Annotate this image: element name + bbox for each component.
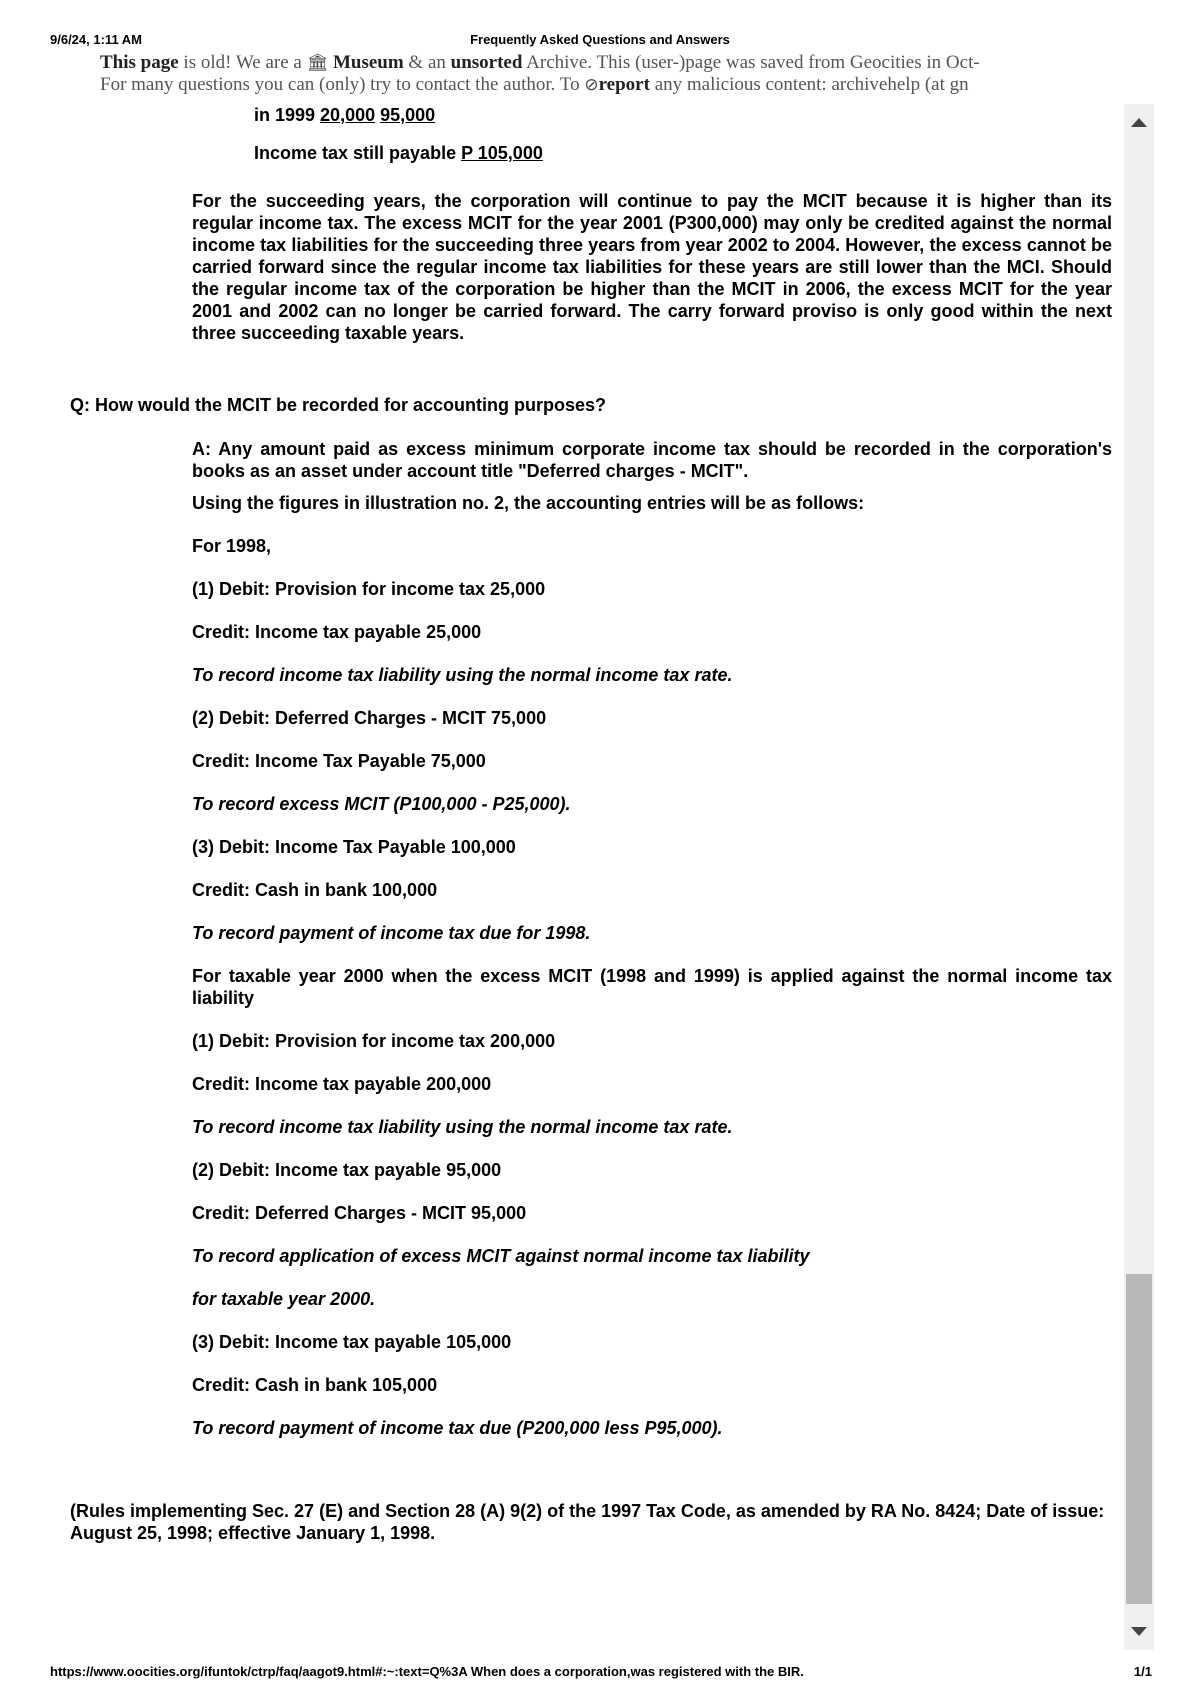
scrollbar-thumb[interactable] bbox=[1126, 1274, 1152, 1604]
carry-line-1999 bbox=[254, 104, 435, 126]
entry-2000-1-debit: (1) Debit: Provision for income tax 200,000 bbox=[192, 1031, 556, 1051]
carry-value: 20,000 bbox=[320, 105, 376, 125]
entry-1998-3-credit: Credit: Cash in bank 100,000 bbox=[192, 880, 438, 900]
entry-2000-1-credit: Credit: Income tax payable 200,000 bbox=[192, 1074, 492, 1094]
question-heading: Q: How would the MCIT be recorded for accounting purposes? bbox=[70, 395, 607, 415]
unsorted-link[interactable]: unsorted bbox=[450, 52, 523, 73]
vertical-scrollbar[interactable] bbox=[1124, 104, 1154, 1650]
carry-label: in 1999 bbox=[254, 105, 321, 125]
museum-link[interactable]: Museum bbox=[332, 52, 404, 73]
print-title: Frequently Asked Questions and Answers bbox=[470, 32, 730, 47]
entry-1998-2-credit: Credit: Income Tax Payable 75,000 bbox=[192, 751, 486, 771]
rules-footnote: (Rules implementing Sec. 27 (E) and Section 28 (A) 9(2) of the 1997 Tax Code, as amended by RA No. 8424; Date of issue: August 25, 1998; effective January 1, 1998. bbox=[70, 1501, 1105, 1543]
carry-label: Income tax still payable bbox=[254, 143, 462, 163]
entry-2000-2-credit: Credit: Deferred Charges - MCIT 95,000 bbox=[192, 1203, 527, 1223]
entry-1998-3-note: To record payment of income tax due for 1998. bbox=[192, 923, 591, 943]
banner-text: Archive. This (user-)page was saved from Geocities in Oct- bbox=[522, 52, 980, 73]
entry-1998-2-debit: (2) Debit: Deferred Charges - MCIT 75,000 bbox=[192, 708, 547, 728]
answer-paragraph: A: Any amount paid as excess minimum corporate income tax should be recorded in the corporation's books as an asset under account title "Deferred charges - MCIT". bbox=[192, 439, 1112, 481]
print-date: 9/6/24, 1:11 AM bbox=[50, 32, 143, 47]
scroll-down-arrow-icon[interactable] bbox=[1131, 1627, 1147, 1636]
banner-line-1 bbox=[100, 52, 1156, 74]
using-figures-text: Using the figures in illustration no. 2, the accounting entries will be as follows: bbox=[192, 493, 865, 513]
print-header bbox=[0, 30, 1200, 50]
banner-text: any malicious content: archivehelp (at gn bbox=[649, 74, 969, 95]
entry-1998-2-note: To record excess MCIT (P100,000 - P25,000). bbox=[192, 794, 571, 814]
entry-2000-3-debit: (3) Debit: Income tax payable 105,000 bbox=[192, 1332, 512, 1352]
succeeding-years-paragraph: For the succeeding years, the corporation will continue to pay the MCIT because it is higher than its regular income tax. The excess MCIT for the year 2001 (P300,000) may only be credited against the normal income tax liabilities for the succeeding three years from year 2002 to 2004. However, the excess cannot be carried forward since the regular income tax liabilities for these years are still lower than the MCI. Should the regular income tax of the corporation be higher than the MCIT in 2006, the excess MCIT for the year 2001 and 2002 can no longer be carried forward. The carry forward proviso is only good within the next three succeeding taxable years. bbox=[192, 191, 1112, 343]
report-link[interactable]: report bbox=[598, 74, 650, 95]
for-1998-label: For 1998, bbox=[192, 536, 272, 556]
entry-1998-1-debit: (1) Debit: Provision for income tax 25,000 bbox=[192, 579, 546, 599]
entry-2000-2-debit: (2) Debit: Income tax payable 95,000 bbox=[192, 1160, 502, 1180]
banner-text: is old! We are a bbox=[178, 52, 307, 73]
carry-value: 95,000 bbox=[380, 105, 436, 125]
banner-line-2 bbox=[100, 74, 1156, 96]
for-2000-label: For taxable year 2000 when the excess MCIT (1998 and 1999) is applied against the normal income tax liability bbox=[192, 966, 1112, 1008]
entry-2000-3-note: To record payment of income tax due (P200,000 less P95,000). bbox=[192, 1418, 723, 1438]
entry-1998-1-credit: Credit: Income tax payable 25,000 bbox=[192, 622, 482, 642]
archive-banner bbox=[100, 52, 1156, 96]
entry-2000-2-note-cont: for taxable year 2000. bbox=[192, 1289, 376, 1309]
carry-line-payable bbox=[254, 142, 543, 164]
print-url: https://www.oocities.org/ifuntok/ctrp/faq/aagot9.html#:~:text=Q%3A When does a corporation,was registered with the BIR. bbox=[50, 1664, 804, 1679]
report-icon: ⊘ bbox=[584, 75, 599, 94]
entry-2000-2-note: To record application of excess MCIT against normal income tax liability bbox=[192, 1246, 810, 1266]
entry-1998-3-debit: (3) Debit: Income Tax Payable 100,000 bbox=[192, 837, 516, 857]
entry-2000-3-credit: Credit: Cash in bank 105,000 bbox=[192, 1375, 438, 1395]
banner-this-page: This page bbox=[100, 52, 179, 73]
carry-value: P 105,000 bbox=[461, 143, 543, 163]
banner-text: For many questions you can (only) try to contact the author. To bbox=[100, 74, 585, 95]
scroll-up-arrow-icon[interactable] bbox=[1131, 118, 1147, 127]
entry-1998-1-note: To record income tax liability using the normal income tax rate. bbox=[192, 665, 733, 685]
entry-2000-1-note: To record income tax liability using the normal income tax rate. bbox=[192, 1117, 733, 1137]
banner-text: & an bbox=[403, 52, 451, 73]
document-content[interactable] bbox=[56, 104, 1156, 1646]
print-page-number: 1/1 bbox=[1133, 1664, 1152, 1679]
museum-icon: 🏛 bbox=[306, 53, 329, 72]
